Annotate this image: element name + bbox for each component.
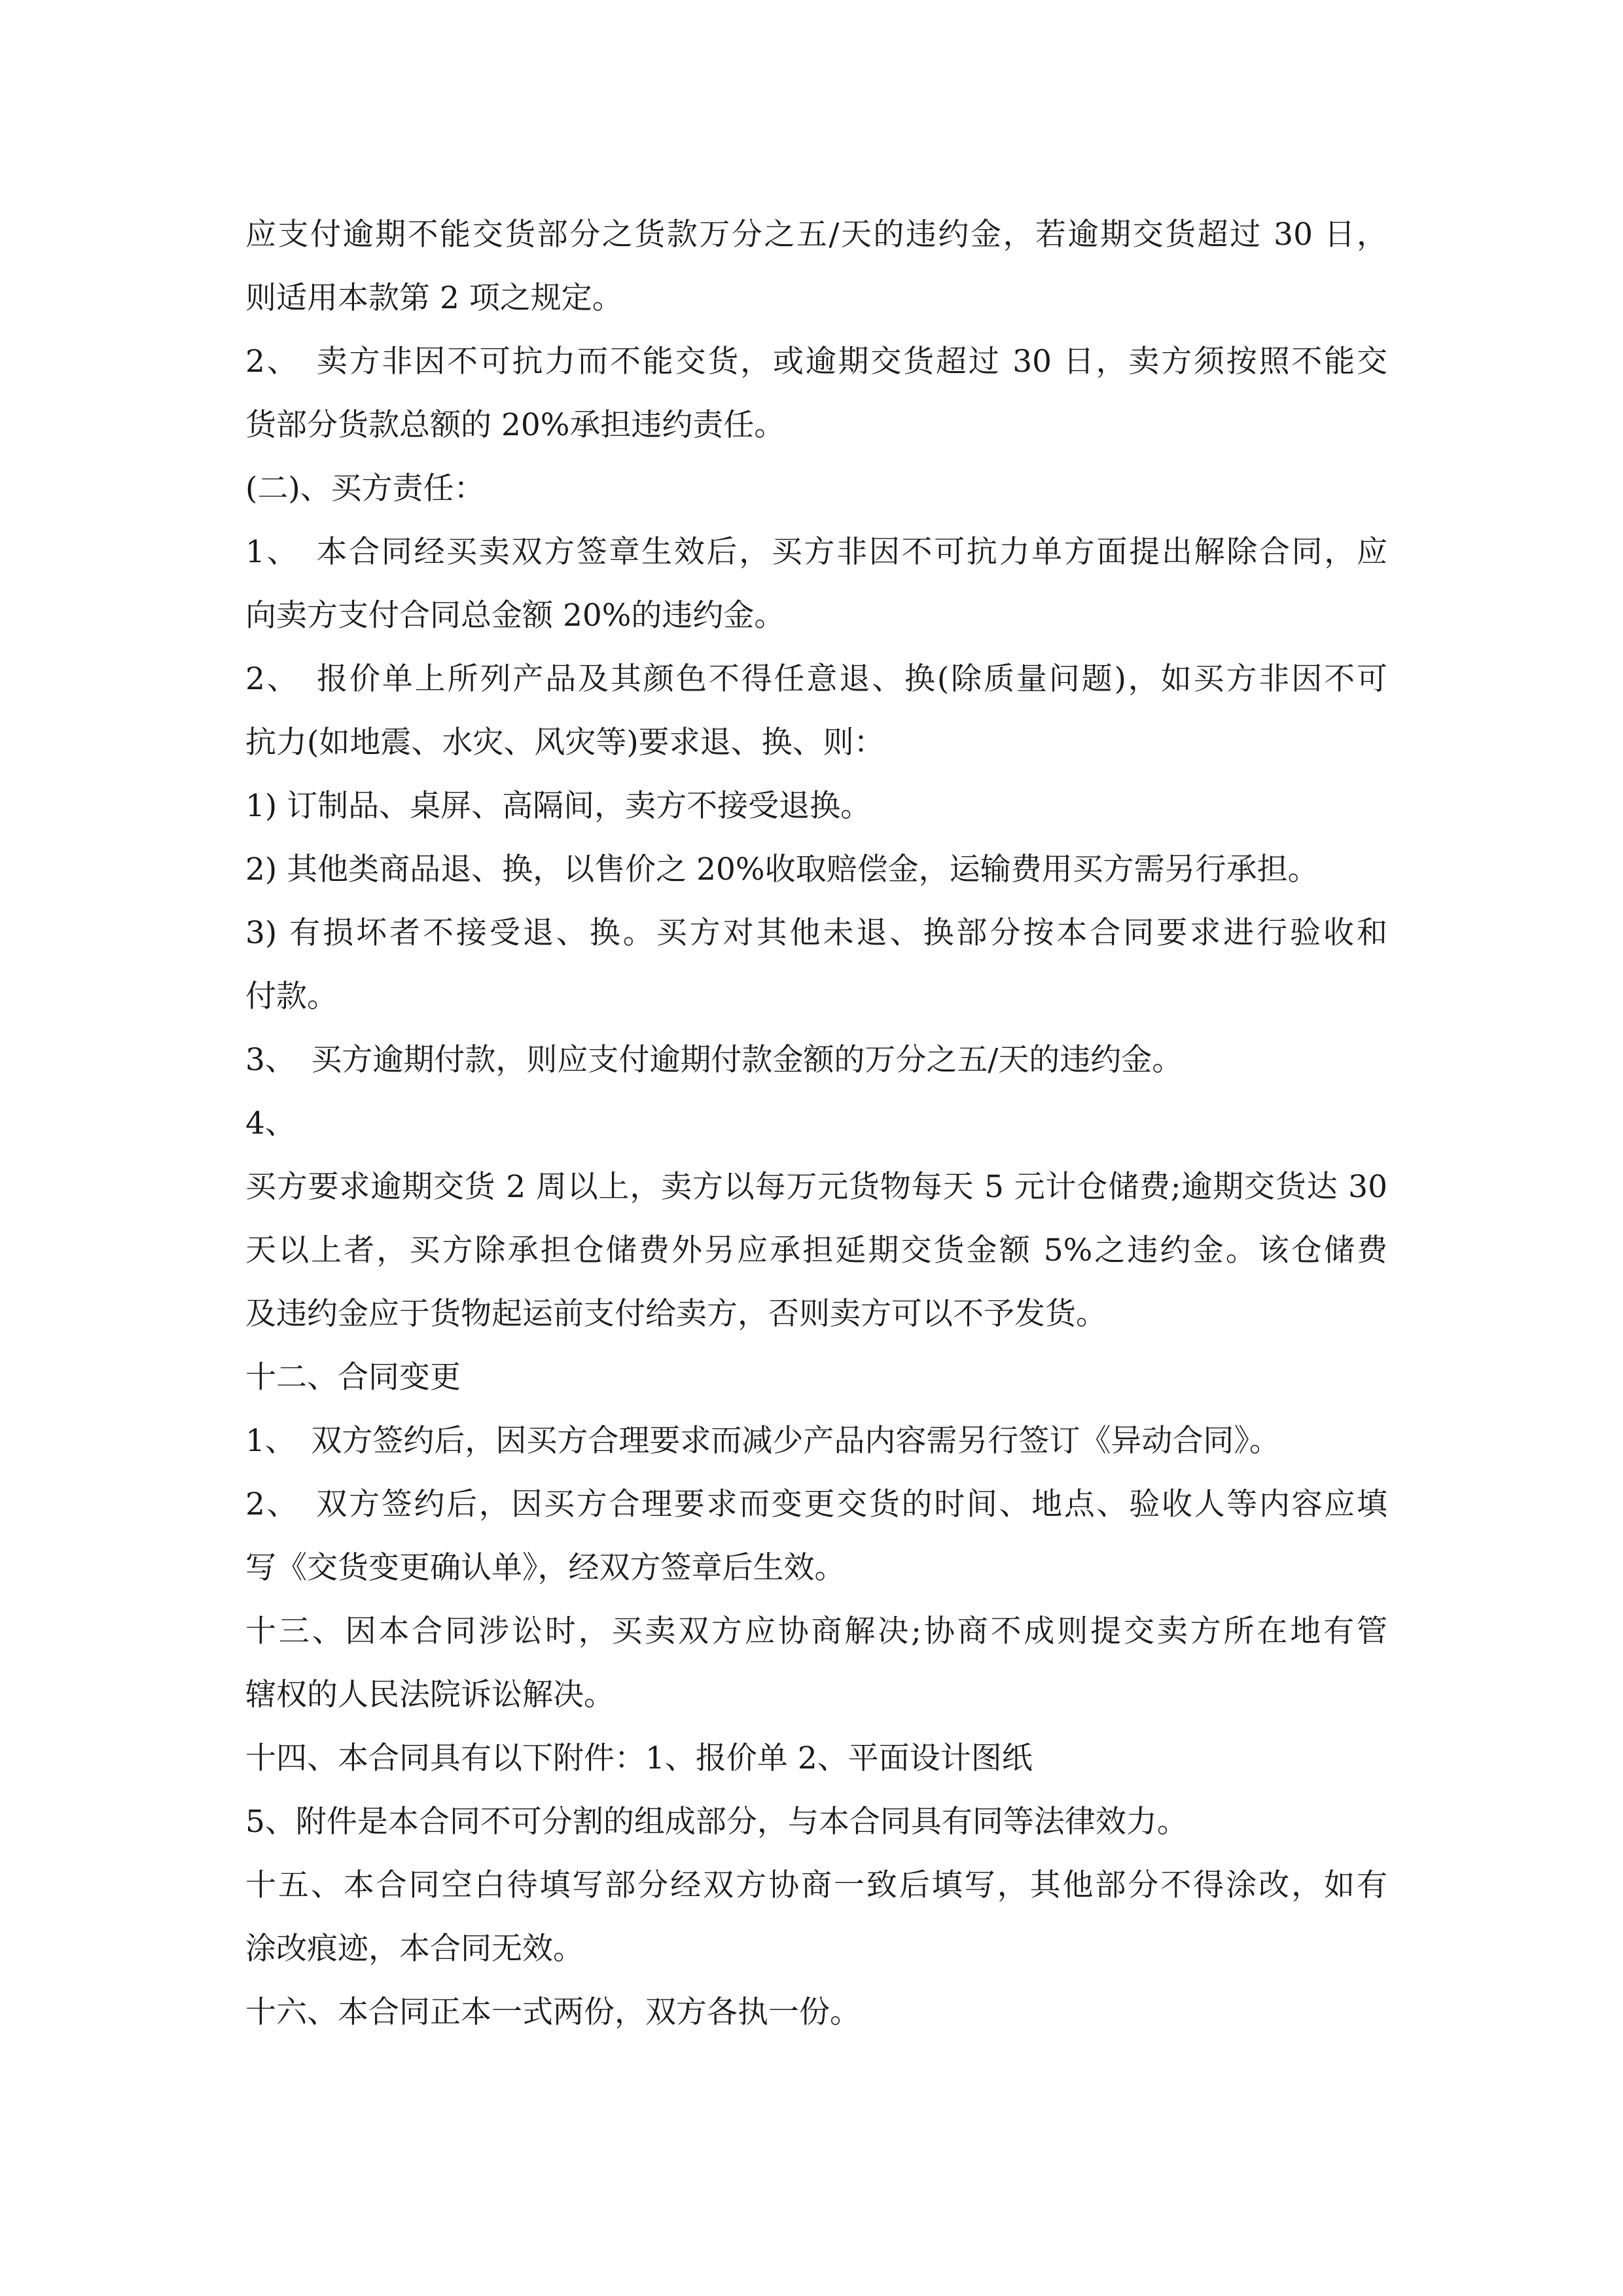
text-line: 十四、本合同具有以下附件：1、报价单 2、平面设计图纸: [245, 1740, 1033, 1776]
text-line: 及违约金应于货物起运前支付给卖方，否则卖方可以不予发货。: [245, 1296, 1107, 1332]
text-line: 1、 本合同经买卖双方签章生效后，买方非因不可抗力单方面提出解除合同，应: [245, 534, 1387, 570]
text-line: 5、附件是本合同不可分割的组成部分，与本合同具有同等法律效力。: [245, 1804, 1188, 1840]
text-line: 1) 订制品、桌屏、高隔间，卖方不接受退换。: [245, 788, 872, 824]
text-line: 应支付逾期不能交货部分之货款万分之五/天的违约金，若逾期交货超过 30 日，: [245, 217, 1387, 253]
text-line: 十三、因本合同涉讼时，买卖双方应协商解决;协商不成则提交卖方所在地有管: [245, 1613, 1387, 1649]
text-line: 十二、合同变更: [245, 1359, 461, 1395]
text-line: 2) 其他类商品退、换，以售价之 20%收取赔偿金，运输费用买方需另行承担。: [245, 852, 1319, 888]
text-line: 1、 双方签约后，因买方合理要求而减少产品内容需另行签订《异动合同》。: [245, 1423, 1280, 1459]
text-line: (二)、买方责任：: [245, 471, 485, 507]
text-line: 十六、本合同正本一式两份，双方各执一份。: [245, 1994, 861, 2030]
contract-text-body: [245, 203, 1387, 2044]
text-line: 2、 双方签约后，因买方合理要求而变更交货的时间、地点、验收人等内容应填: [245, 1486, 1387, 1522]
text-line: 抗力(如地震、水灾、风灾等)要求退、换、则：: [245, 725, 885, 761]
text-line: 则适用本款第 2 项之规定。: [245, 280, 623, 316]
text-line: 2、 卖方非因不可抗力而不能交货，或逾期交货超过 30 日，卖方须按照不能交: [245, 344, 1387, 380]
text-line: 辖权的人民法院诉讼解决。: [245, 1677, 615, 1713]
text-line: 3) 有损坏者不接受退、换。买方对其他未退、换部分按本合同要求进行验收和: [245, 915, 1387, 951]
text-line: 涂改痕迹，本合同无效。: [245, 1931, 584, 1967]
text-line: 十五、本合同空白待填写部分经双方协商一致后填写，其他部分不得涂改，如有: [245, 1867, 1387, 1903]
text-line: 向卖方支付合同总金额 20%的违约金。: [245, 598, 785, 634]
text-line: 付款。: [245, 978, 338, 1014]
text-line: 3、 买方逾期付款，则应支付逾期付款金额的万分之五/天的违约金。: [245, 1042, 1183, 1078]
text-line: 天以上者，买方除承担仓储费外另应承担延期交货金额 5%之违约金。该仓储费: [245, 1232, 1387, 1268]
text-line: 货部分货款总额的 20%承担违约责任。: [245, 407, 785, 443]
text-line: 买方要求逾期交货 2 周以上，卖方以每万元货物每天 5 元计仓储费;逾期交货达 30: [245, 1169, 1387, 1205]
text-line: 4、: [245, 1105, 296, 1141]
text-line: 2、 报价单上所列产品及其颜色不得任意退、换(除质量问题)，如买方非因不可: [245, 661, 1387, 697]
text-line: 写《交货变更确认单》，经双方签章后生效。: [245, 1550, 846, 1586]
